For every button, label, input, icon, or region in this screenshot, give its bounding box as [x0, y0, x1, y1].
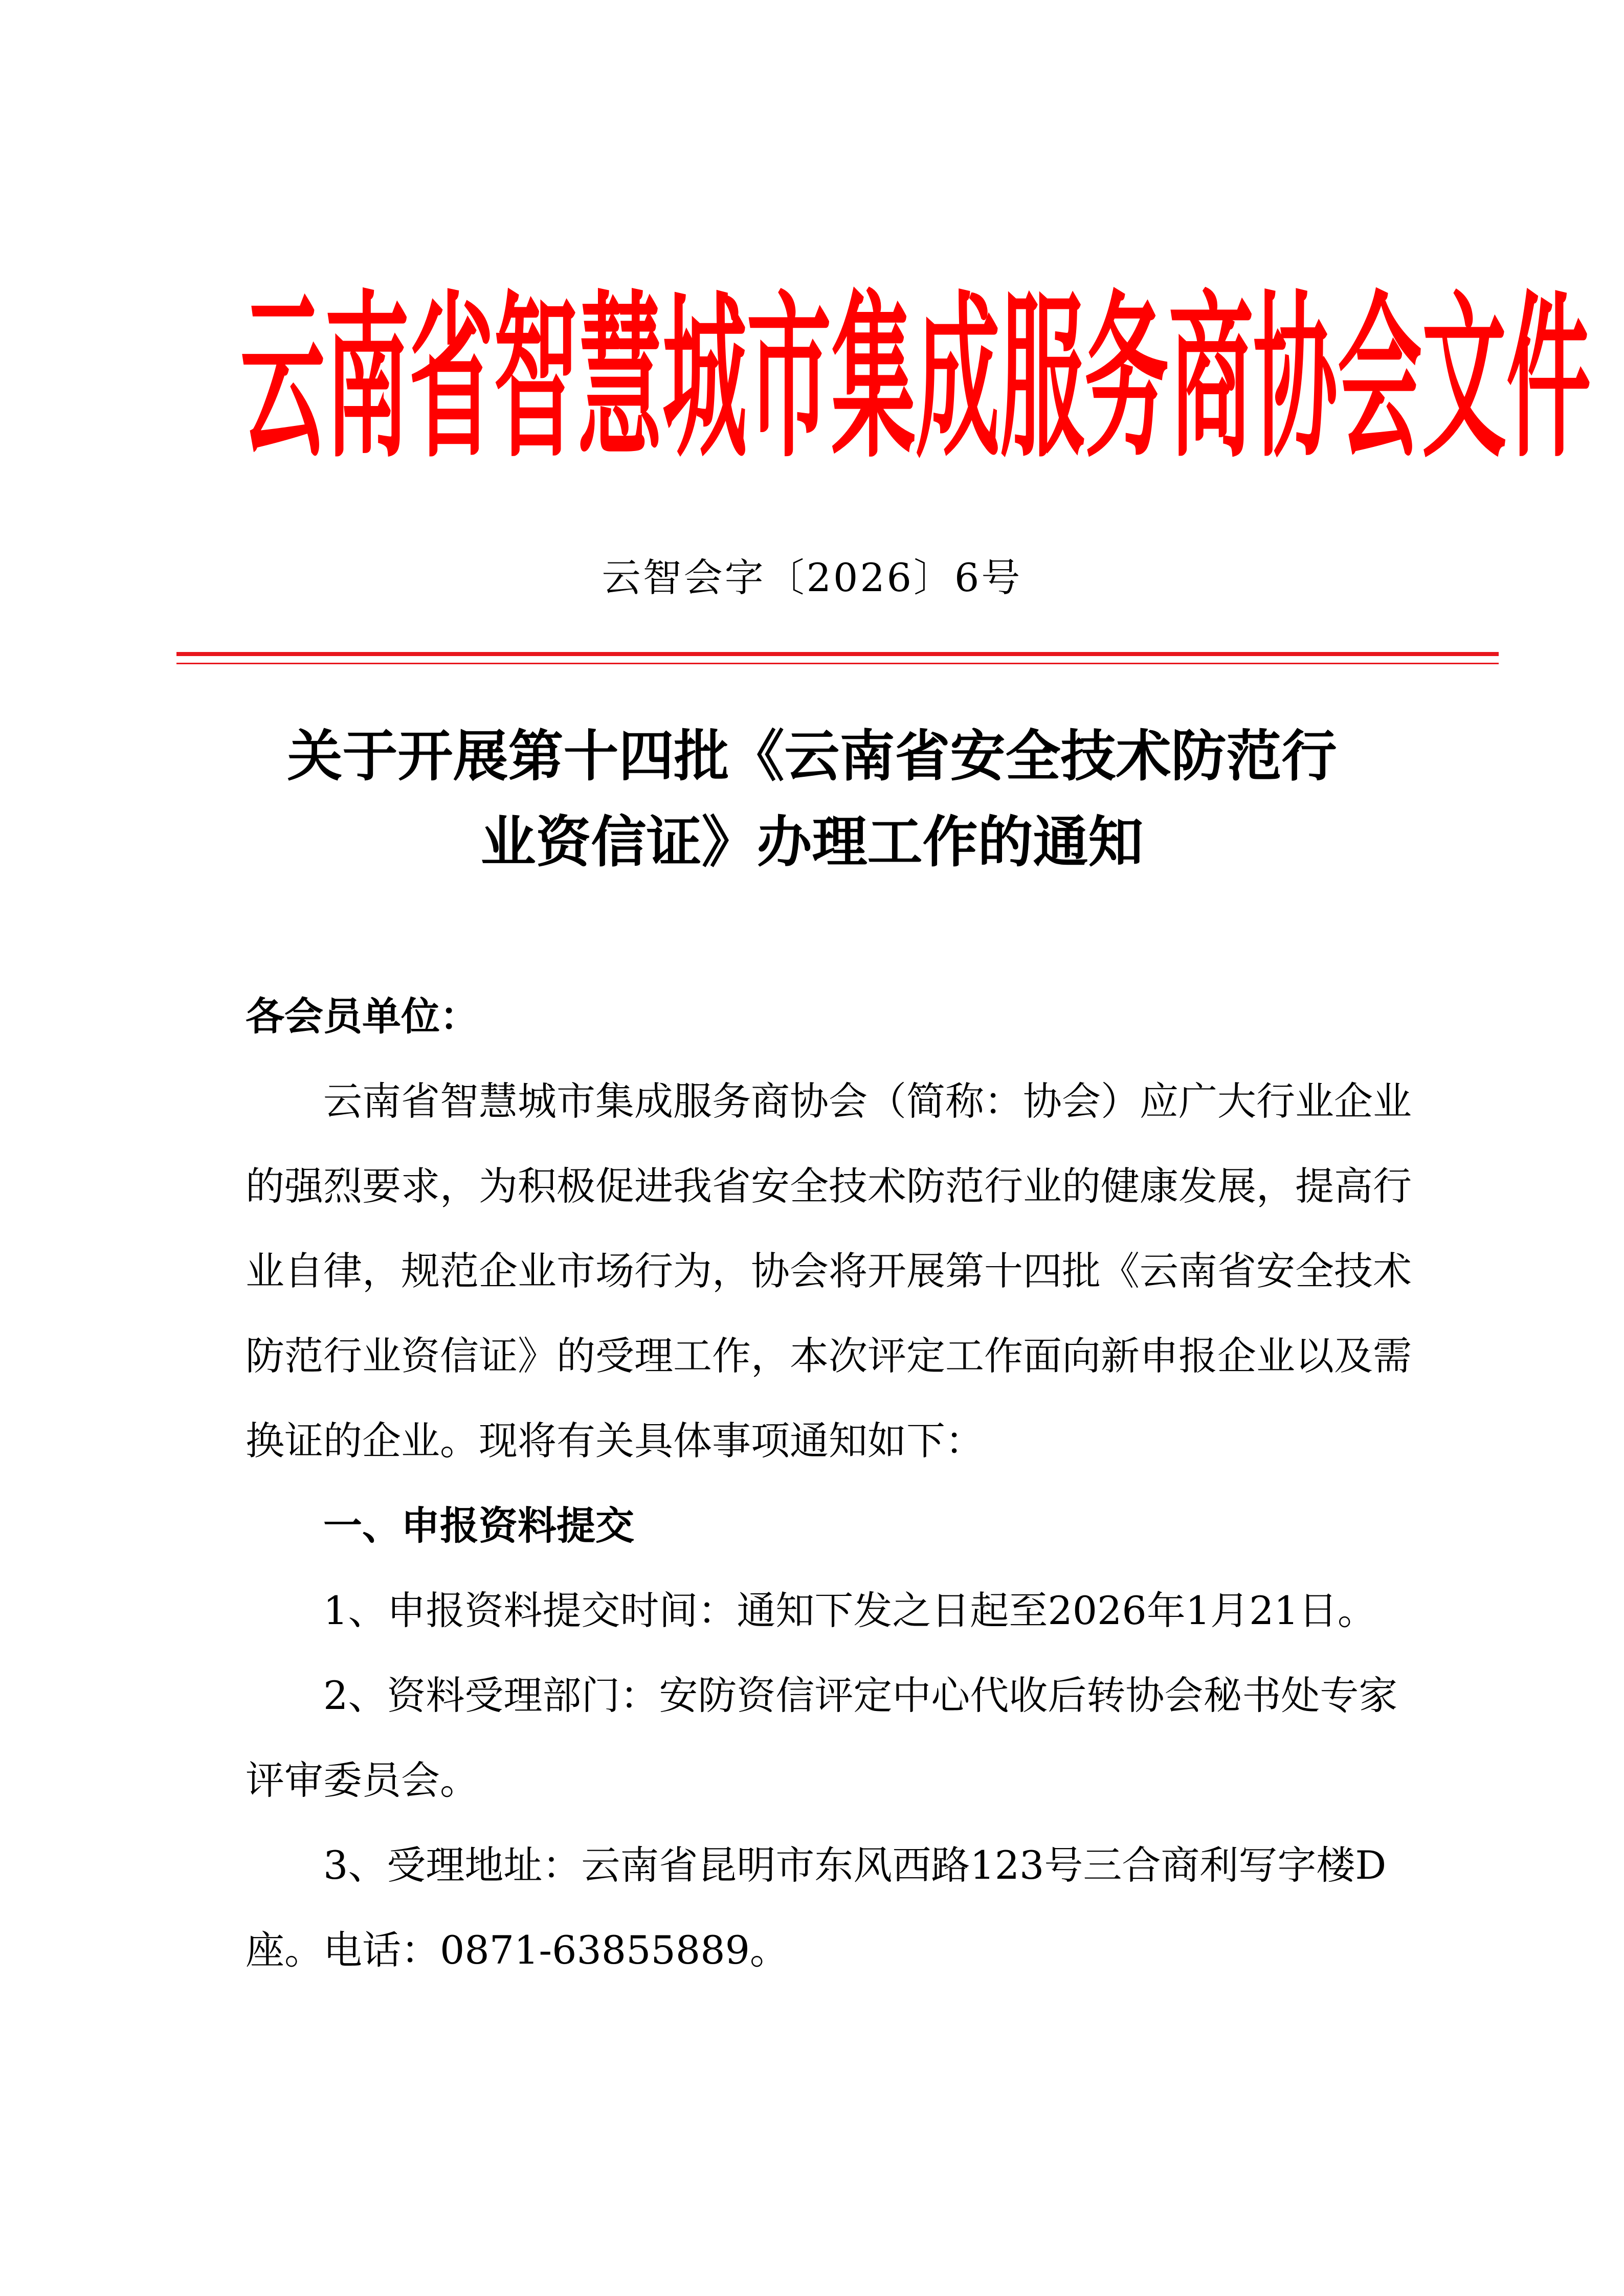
- masthead-char: 商: [1169, 275, 1253, 482]
- masthead-char: 服: [1000, 275, 1084, 482]
- masthead-char: 件: [1506, 275, 1591, 482]
- masthead-char: 务: [1084, 275, 1169, 482]
- masthead-char: 云: [240, 275, 325, 482]
- masthead-char: 南: [325, 275, 409, 482]
- paragraph-line: 防范行业资信证》的受理工作，本次评定工作面向新申报企业以及需: [246, 1333, 1412, 1379]
- paragraph-line: 评审委员会。: [246, 1758, 479, 1803]
- intro-paragraph: [246, 1059, 1412, 1483]
- red-divider-thick: [176, 652, 1499, 656]
- masthead-char: 市: [747, 275, 831, 482]
- list-item: [246, 1568, 1381, 1653]
- list-item: [246, 1653, 1398, 1823]
- masthead-char: 协: [1253, 275, 1338, 482]
- red-divider-thin: [176, 663, 1499, 664]
- section-heading: 一、申报资料提交: [323, 1503, 634, 1548]
- masthead-char: 会: [1338, 275, 1422, 482]
- paragraph-line: 云南省智慧城市集成服务商协会（简称：协会）应广大行业企业: [323, 1078, 1412, 1124]
- list-item: [246, 1823, 1387, 1993]
- notice-title-line: 业资信证》办理工作的通知: [480, 810, 1144, 874]
- notice-title-line: 关于开展第十四批《云南省安全技术防范行: [287, 724, 1337, 789]
- notice-body: [246, 974, 1412, 1993]
- salutation: 各会员单位：: [246, 994, 479, 1039]
- masthead-char: 文: [1422, 275, 1506, 482]
- notice-title: [240, 713, 1384, 885]
- masthead-char: 慧: [578, 275, 662, 482]
- masthead-char: 集: [831, 275, 916, 482]
- masthead-title: [240, 271, 1591, 486]
- paragraph-line: 3、受理地址：云南省昆明市东风西路123号三合商利写字楼D: [323, 1842, 1387, 1888]
- document-number: 云智会字〔2026〕6号: [602, 555, 1022, 600]
- paragraph-line: 2、资料受理部门：安防资信评定中心代收后转协会秘书处专家: [323, 1673, 1398, 1718]
- masthead-char: 成: [916, 275, 1000, 482]
- paragraph-line: 的强烈要求，为积极促进我省安全技术防范行业的健康发展，提高行: [246, 1163, 1412, 1209]
- paragraph-line: 换证的企业。现将有关具体事项通知如下：: [246, 1418, 984, 1464]
- paragraph-line: 1、申报资料提交时间：通知下发之日起至2026年1月21日。: [323, 1588, 1376, 1633]
- masthead-char: 省: [409, 275, 494, 482]
- paragraph-line: 座。电话：0871-63855889。: [246, 1927, 789, 1973]
- masthead-char: 智: [494, 275, 578, 482]
- masthead-char: 城: [662, 275, 747, 482]
- paragraph-line: 业自律，规范企业市场行为，协会将开展第十四批《云南省安全技术: [246, 1248, 1412, 1294]
